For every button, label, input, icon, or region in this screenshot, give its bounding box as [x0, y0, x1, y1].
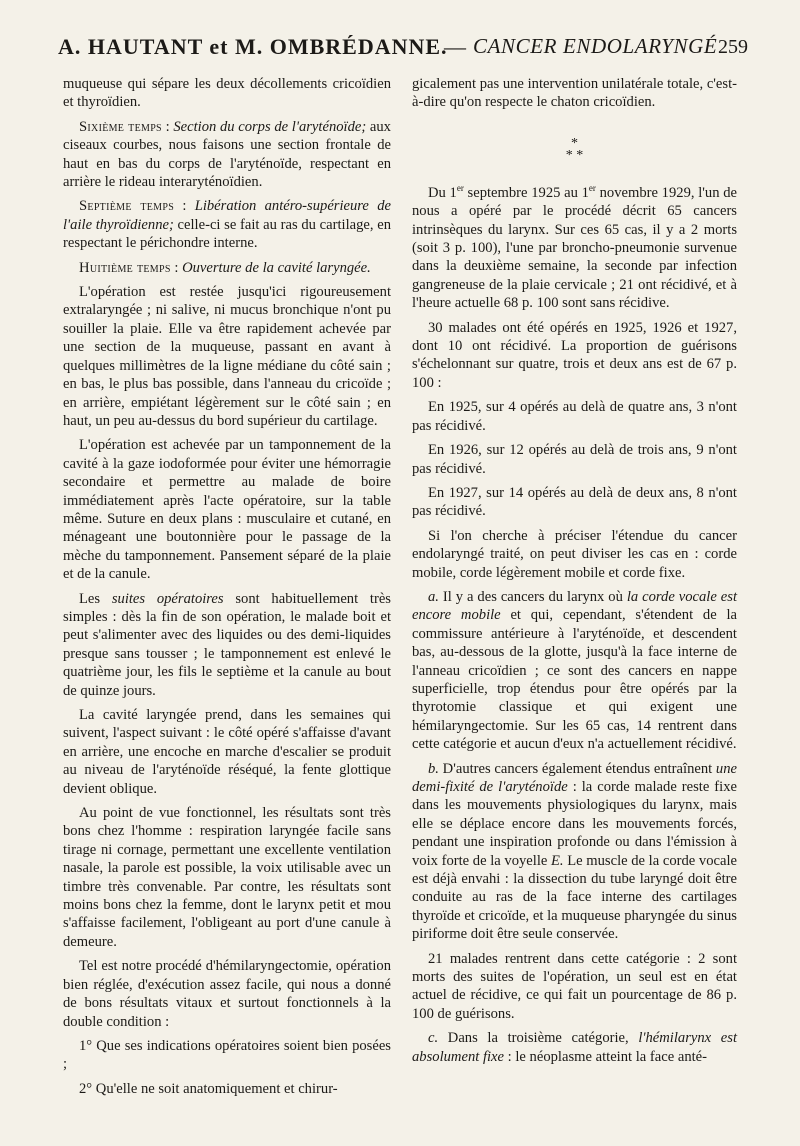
step-title: Libération antéro-supérieure de l'aile thyroïdienne;	[63, 198, 391, 233]
step-label: Huitième temps	[79, 259, 171, 276]
paragraph-year-1926: En 1926, sur 12 opérés au delà de trois ans, 9 n'ont pas récidivé.	[412, 442, 737, 477]
paragraph: 30 malades ont été opérés en 1925, 1926 et 1927, dont 10 ont récidivé. La proportion de guérisons s'échelonnant sur quatre, trois et deux ans est de 67 p. 100 :	[412, 319, 737, 391]
paragraph-condition-1: 1° Que ses indications opératoires soient bien posées ;	[63, 1037, 391, 1073]
step-text: aux ciseaux courbes, nous faisons une section frontale de haut en bas du corps de l'aryténoïde, respectant en arrière le rideau interaryténoïdien.	[63, 118, 391, 191]
paragraph-year-1927: En 1927, sur 14 opérés au delà de deux ans, 8 n'ont pas récidivé.	[412, 484, 737, 520]
text-run: : le néoplasme atteint la face anté-	[504, 1048, 708, 1065]
separator: :	[161, 118, 174, 135]
paragraph: 21 malades rentrent dans cette catégorie : 2 sont morts des suites de l'opération, un seul est en état actuel de récidive, ce qui fait un pourcentage de 86 p. 100 de guérisons.	[412, 950, 737, 1022]
paragraph-sixth-step	[63, 118, 391, 192]
text-run: Le muscle de la corde vocale est déjà envahi : la dissection du tube laryngé doit être conduite au ras de la face interne des cartilages thyroïde et cricoïde, et la muqueuse pharyngée du sinus piriforme doit être seule conservée.	[412, 852, 737, 943]
category-label: c.	[428, 1030, 439, 1047]
paragraph: L'opération est achevée par un tamponnement de la cavité à la gaze iodoformée pour éviter une hémorragie secondaire et permettre au malade de boire immédiatement après l'acte opératoire, sur la table même. Suture en deux plans : musculaire et cutané, en ménageant une boutonnière pour le passage de la mèche du tamponnement. Pansement séparé de la plaie et de la canule.	[63, 437, 391, 583]
header-authors: A. HAUTANT et M. OMBRÉDANNE.	[58, 34, 448, 59]
emphasis: E.	[551, 852, 564, 869]
header-running-title: CANCER ENDOLARYNGÉ	[473, 34, 718, 58]
paragraph: Au point de vue fonctionnel, les résultats sont très bons chez l'homme : respiration laryngée facile sans tirage ni cornage, permettant une excellente ventilation nasale, la parole est possible, la voix utilisable avec un timbre très convenable. Par contre, les résultats sont moins bons chez la femme, dont le larynx petit et mou s'affaisse facilement, l'obligeant au port d'une canule à demeure.	[63, 805, 391, 950]
step-text: celle-ci se fait au ras du cartilage, en respectant le périchondre interne.	[63, 216, 391, 252]
text-run: novembre 1929, l'un de nous a opéré par le procédé décrit 65 cancers intrinsèques du larynx. Sur ces 65 cas, il y a 2 morts (soit 3 p. 100), l'une par broncho-pneumonie survenue dans la deuxième semaine, la seconde par infection gangreneuse de la plaie cervicale ; 21 ont récidivé, et à l'heure actuelle 68 p. 100 sont sans récidive.	[412, 184, 737, 312]
paragraph-category-c	[412, 1029, 737, 1066]
emphasis: une demi-fixité de l'aryténoïde	[412, 760, 737, 795]
paragraph-category-a	[412, 588, 737, 754]
paragraph: L'opération est restée jusqu'ici rigoureusement extralaryngée ; ni salive, ni mucus bronchique n'ont pu souiller la plaie. Elle va être rapidement achevée par une section de la muqueuse, passant en avant à quelques millimètres de la ligne médiane du côté sain ; en bas, le plus bas possible, dans l'anneau du cricoïde ; en arrière, empiétant légèrement sur le côté sain ; en haut, un peu au-dessus du bord supérieur du cartilage.	[63, 284, 391, 429]
step-title: Ouverture de la cavité laryngée.	[182, 259, 371, 276]
paragraph: muqueuse qui sépare les deux décollements cricoïdien et thyroïdien.	[63, 76, 391, 111]
text-run: Les	[79, 590, 112, 607]
paragraph-statistics	[412, 184, 737, 313]
paragraph-suites	[63, 590, 391, 700]
separator: :	[174, 198, 195, 215]
text-run: Dans la troisième catégorie,	[438, 1030, 639, 1047]
page-number: 259	[718, 36, 748, 58]
paragraph: Tel est notre procédé d'hémilaryngectomie, opération bien réglée, d'exécution assez facile, qui nous a donné de bons résultats vitaux et surtout fonctionnels à la double condition :	[63, 958, 391, 1030]
category-label: b.	[428, 760, 439, 777]
step-label: Septième temps	[79, 198, 175, 215]
running-header	[58, 34, 748, 68]
text-run: Du 1	[428, 184, 457, 201]
step-title: Section du corps de l'aryténoïde;	[173, 118, 367, 135]
left-column	[63, 75, 391, 1104]
right-column	[412, 75, 737, 1072]
paragraph-seventh-step	[63, 197, 391, 252]
asterism-bottom: * *	[565, 147, 584, 163]
text-run: D'autres cancers également étendus entraînent	[438, 760, 716, 777]
superscript: er	[588, 182, 596, 193]
section-separator-asterisks	[412, 135, 737, 163]
text-run: : la corde malade reste fixe dans les mouvements physiologiques du larynx, mais elle se déplace encore dans les mouvements forcés, pendant une inspiration profonde ou dans l'émission à voix forte de la voyelle	[412, 779, 737, 869]
paragraph-eighth-step	[63, 259, 391, 277]
paragraph: Si l'on cherche à préciser l'étendue du cancer endolaryngé traité, on peut diviser les cas en : corde mobile, corde légèrement mobile et corde fixe.	[412, 527, 737, 581]
text-run: et qui, cependant, s'étendent de la commissure antérieure à l'aryténoïde, et descendent bas, au-dessous de la glotte, jusqu'à la face interne de l'anneau cricoïdien ; ce sont des cancers en nappe superficielle, trop étendus pour être opérés par la thyrotomie classique et qui exigent une hémilaryngectomie. Sur les 65 cas, 14 rentrent dans cette catégorie et aucun d'eux n'a actuellement récidivé.	[412, 607, 737, 753]
text-run: septembre 1925 au 1	[463, 184, 589, 201]
paragraph: gicalement pas une intervention unilatérale totale, c'est-à-dire qu'on respecte le chaton cricoïdien.	[412, 76, 737, 111]
text-run: sont habituellement très simples : dès la fin de son opération, le malade boit et peut s'alimenter avec des liquides ou des demi-liquides presque sans tousser ; le tamponnement est enlevé le quatrième jour, les fils le septième et la canule au bout de quinze jours.	[63, 590, 391, 699]
asterism-top: *	[571, 135, 578, 151]
header-dash: —	[444, 34, 466, 59]
separator: :	[170, 259, 183, 276]
text-run: Il y a des cancers du larynx où	[438, 588, 627, 605]
step-label: Sixième temps	[79, 118, 162, 135]
paragraph: La cavité laryngée prend, dans les semaines qui suivent, l'aspect suivant : le côté opéré s'affaisse d'avant en arrière, une encoche en marche d'escalier se produit au niveau de l'aryténoïde réséqué, la fente glottique devient oblique.	[63, 707, 391, 797]
superscript: er	[456, 182, 464, 193]
emphasis: suites opératoires	[111, 590, 224, 607]
category-label: a.	[428, 588, 439, 605]
emphasis: la corde vocale est encore mobile	[412, 588, 737, 624]
paragraph-condition-2: 2° Qu'elle ne soit anatomiquement et chirur-	[79, 1080, 338, 1097]
paragraph-year-1925: En 1925, sur 4 opérés au delà de quatre ans, 3 n'ont pas récidivé.	[412, 399, 737, 434]
paragraph-category-b	[412, 760, 737, 944]
emphasis: l'hémilarynx est absolument fixe	[412, 1030, 737, 1065]
